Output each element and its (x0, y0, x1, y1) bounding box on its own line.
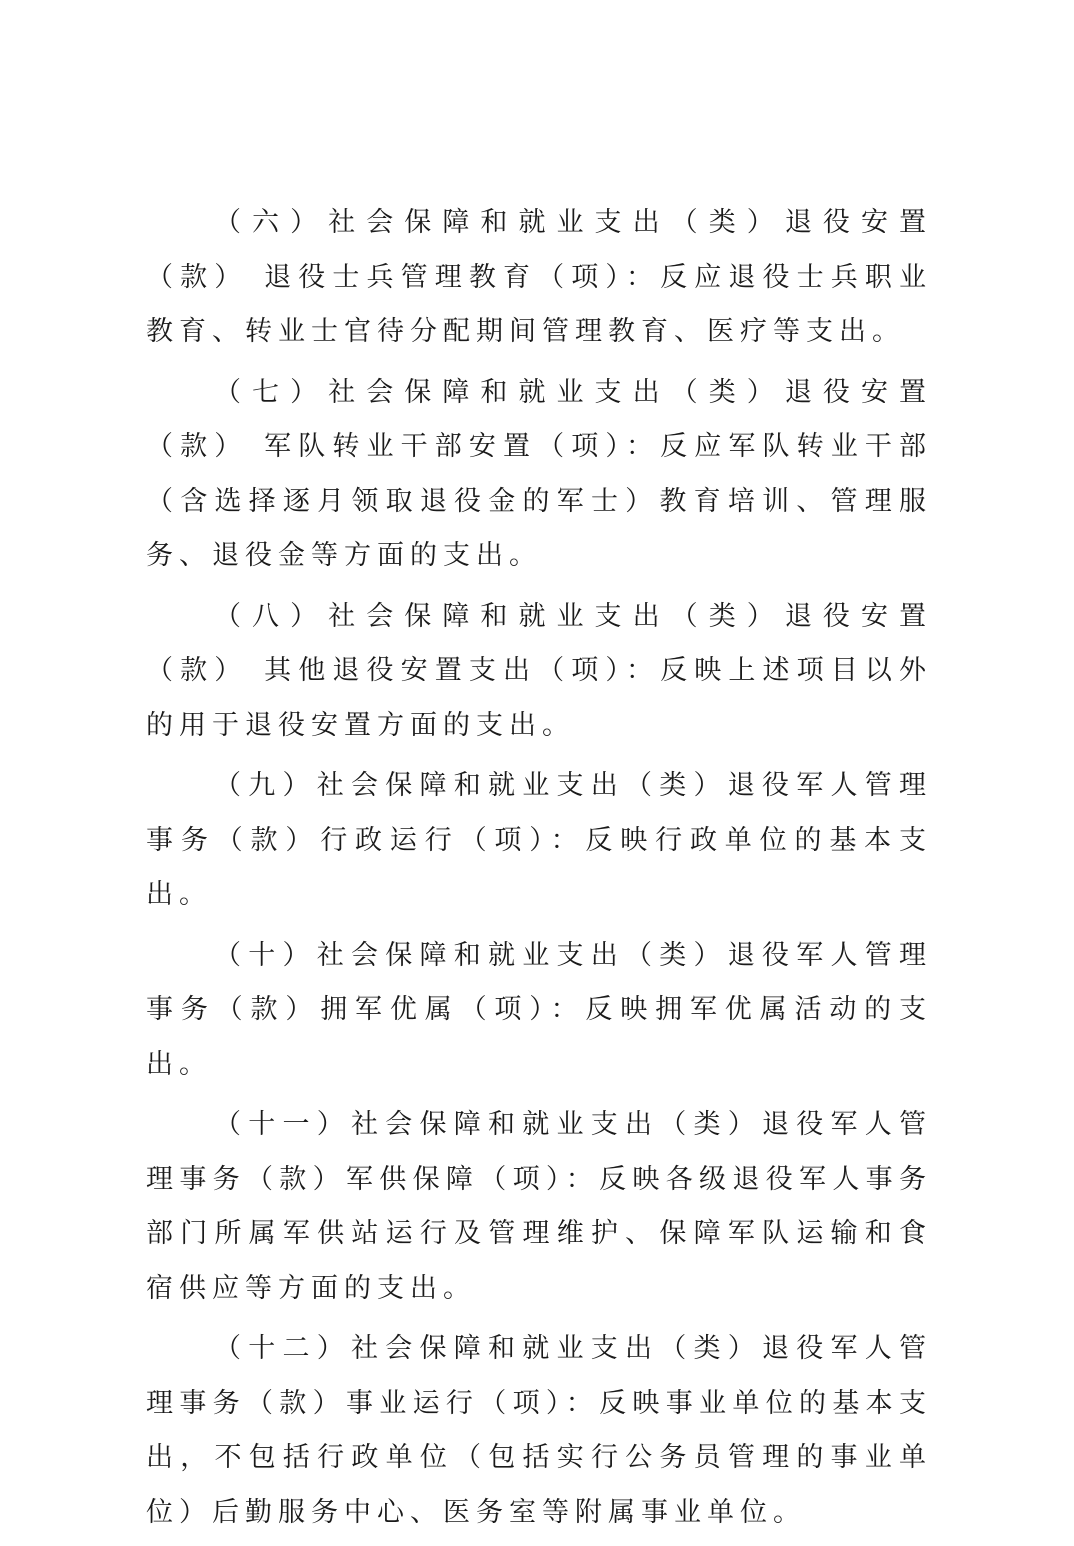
paragraph-12: （十二）社会保障和就业支出（类）退役军人管理事务（款）事业运行（项）：反映事业单位的基本支出，不包括行政单位（包括实行公务员管理的事业单位）后勤服务中心、医务室等附属事业单位。 (146, 1333, 932, 1528)
paragraph-8: （八）社会保障和就业支出（类）退役安置（款） 其他退役安置支出（项）：反映上述项目以外的用于退役安置方面的支出。 (146, 600, 932, 741)
paragraph-6: （六）社会保障和就业支出（类）退役安置（款） 退役士兵管理教育（项）：反应退役士兵职业教育、转业士官待分配期间管理教育、医疗等支出。 (146, 207, 932, 347)
document-body (146, 196, 932, 1546)
paragraph-10: （十）社会保障和就业支出（类）退役军人管理事务（款）拥军优属（项）：反映拥军优属活动的支出。 (146, 939, 932, 1080)
paragraph-7: （七）社会保障和就业支出（类）退役安置（款） 军队转业干部安置（项）：反应军队转业干部（含选择逐月领取退役金的军士）教育培训、管理服务、退役金等方面的支出。 (146, 376, 932, 571)
paragraph-11: （十一）社会保障和就业支出（类）退役军人管理事务（款）军供保障（项）：反映各级退役军人事务部门所属军供站运行及管理维护、保障军队运输和食宿供应等方面的支出。 (146, 1109, 932, 1304)
paragraph-9: （九）社会保障和就业支出（类）退役军人管理事务（款）行政运行（项）：反映行政单位的基本支出。 (146, 770, 932, 910)
